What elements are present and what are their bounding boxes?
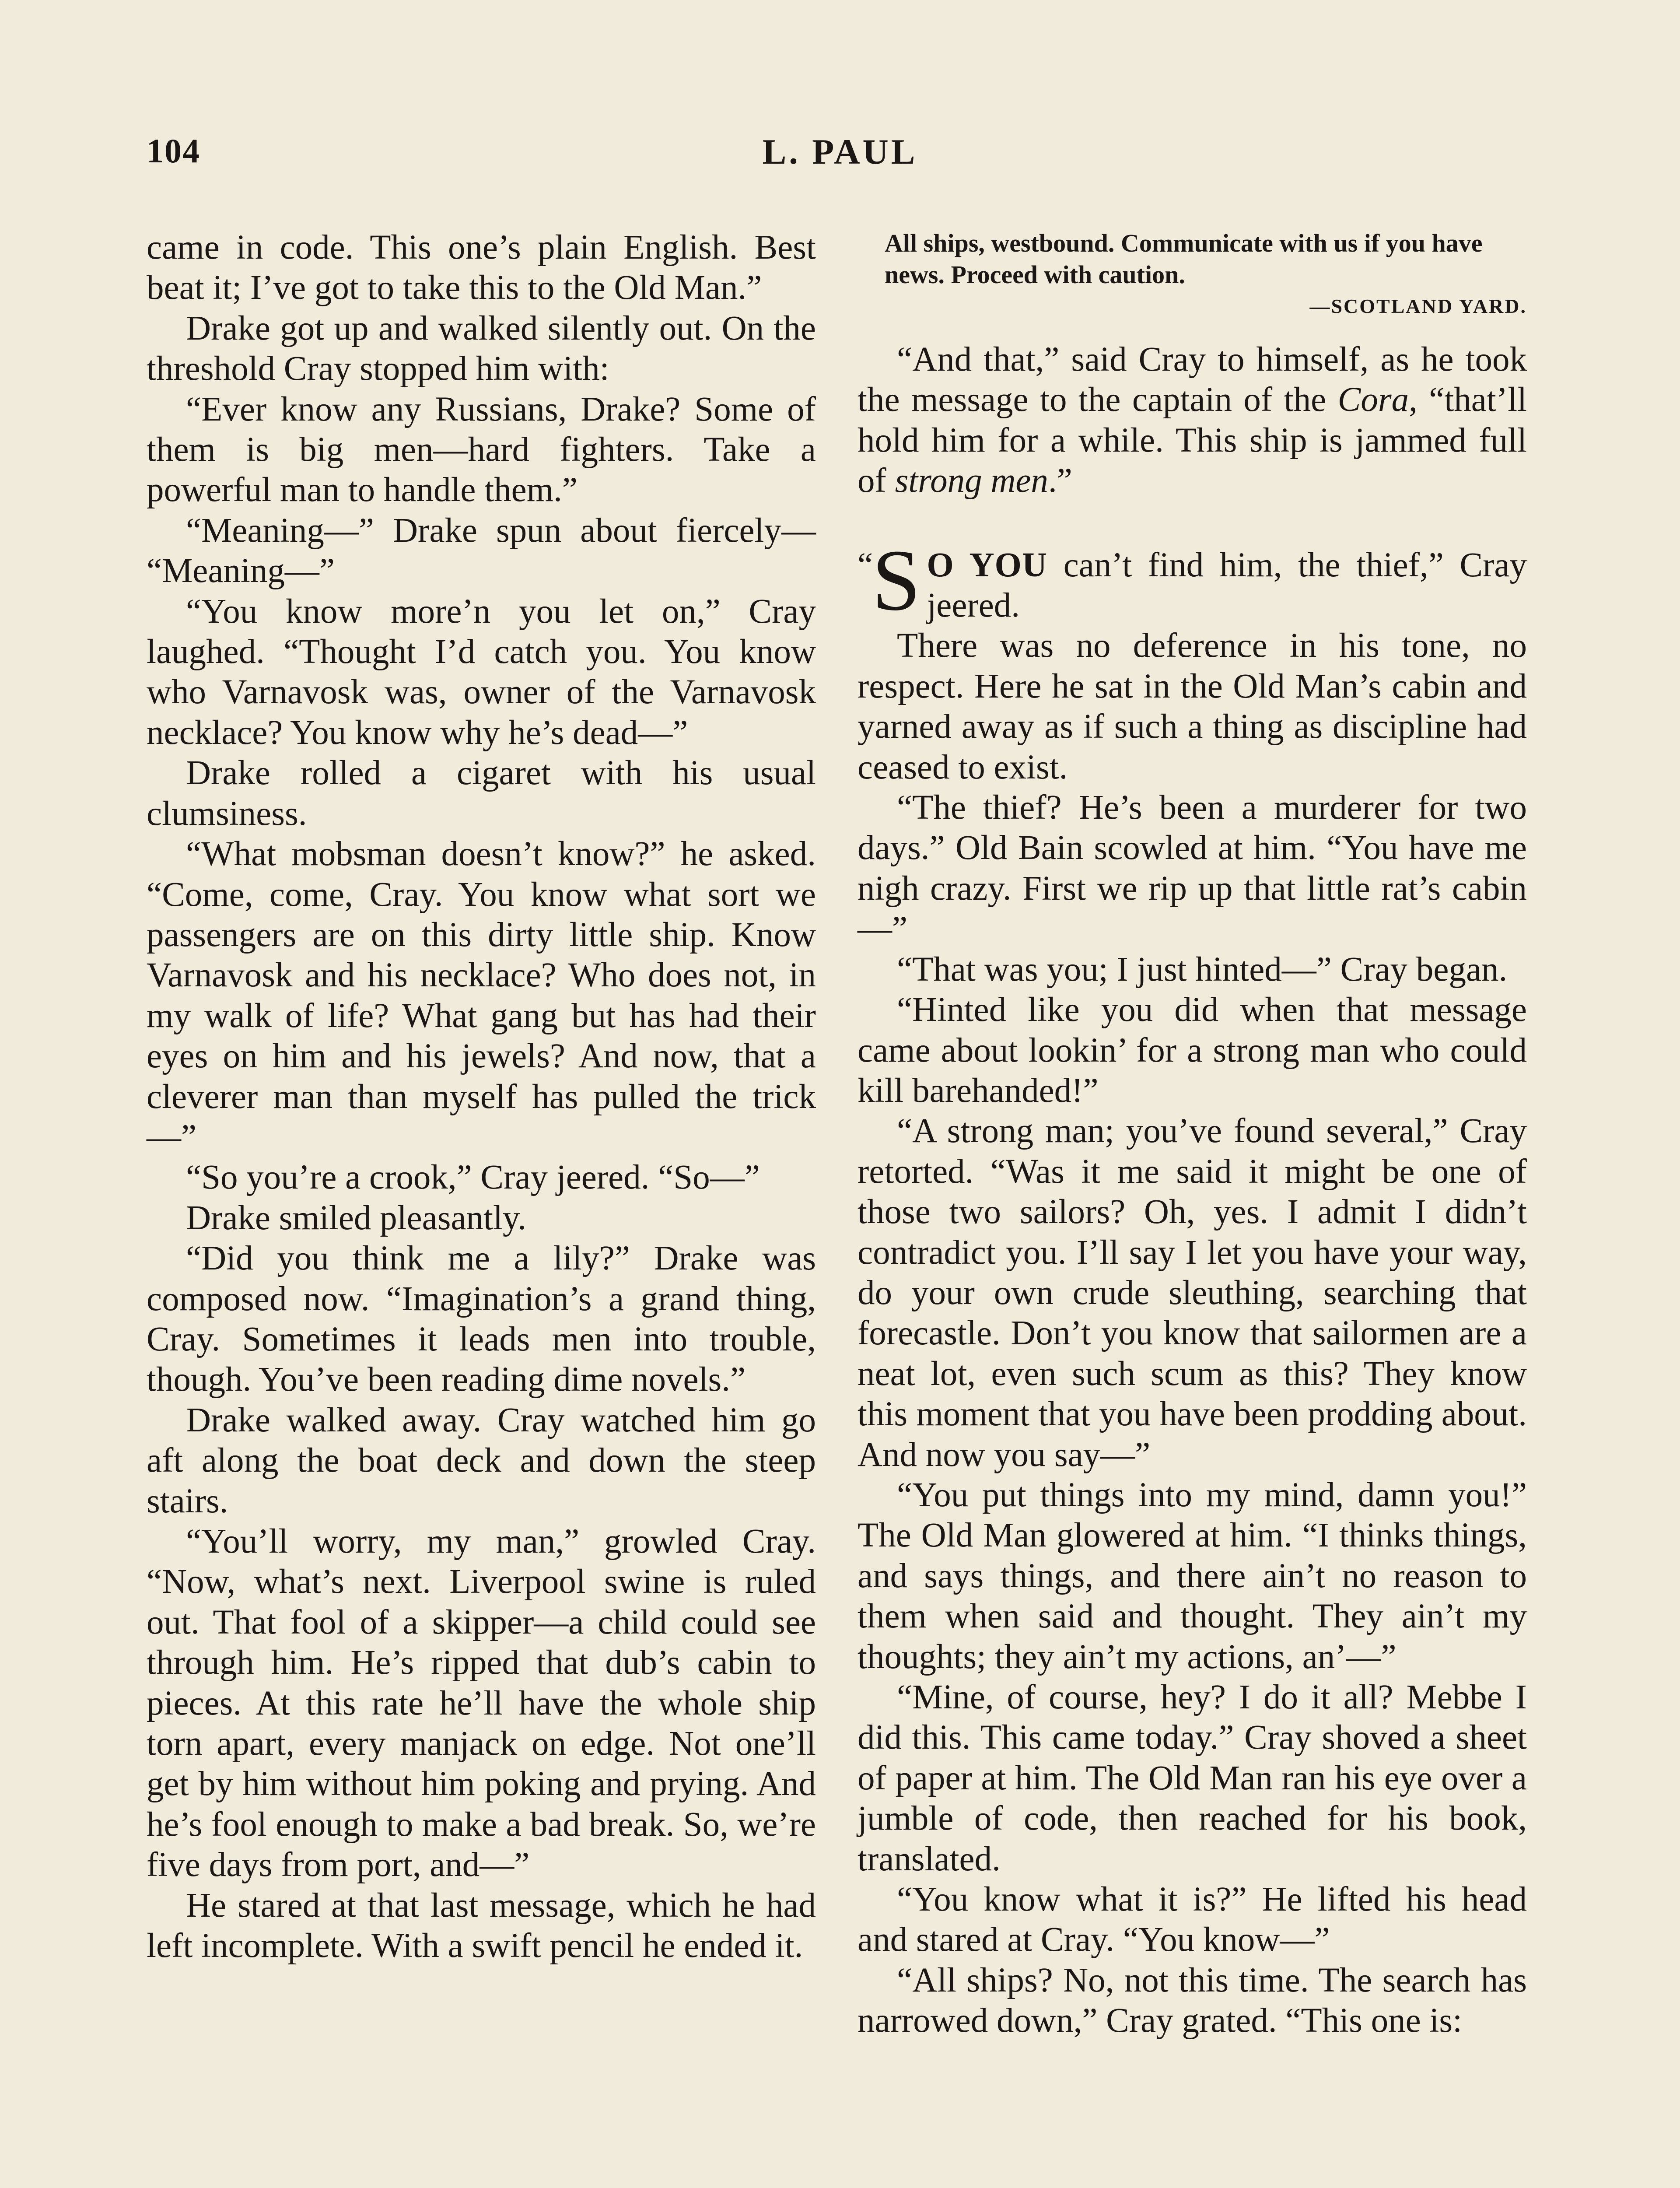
paragraph: There was no deference in his tone, no respect. Here he sat in the Old Man’s cabin and yarned away as if such a thing as discipline had ceased to exist. bbox=[858, 627, 1527, 786]
paragraph: “Did you think me a lily?” Drake was composed now. “Imagination’s a grand thing, Cray. Sometimes it leads men into trouble, though. You’ve been reading dime novels.” bbox=[147, 1239, 816, 1399]
right-column bbox=[858, 228, 1527, 2041]
text-run: “And that,” said Cray to himself, as he took the message to the captain of the bbox=[858, 340, 1527, 419]
paragraph: “That was you; I just hinted—” Cray began. bbox=[897, 950, 1508, 989]
telegram-message bbox=[885, 228, 1527, 322]
paragraph: “You know more’n you let on,” Cray laughed. “Thought I’d catch you. You know who Varnavosk was, owner of the Varnavosk necklace? You know why he’s dead—” bbox=[147, 592, 816, 752]
paragraph: “Ever know any Russians, Drake? Some of them is big men—hard fighters. Take a powerful man to handle them.” bbox=[147, 390, 816, 509]
paragraph: came in code. This one’s plain English. Best beat it; I’ve got to take this to the Old Man.” bbox=[147, 228, 816, 307]
paragraph bbox=[858, 340, 1527, 501]
ship-name: Cora bbox=[1337, 381, 1409, 419]
running-head-author: L. PAUL bbox=[762, 132, 918, 172]
drop-cap-letter: S bbox=[872, 532, 921, 629]
paragraph: “So you’re a crook,” Cray jeered. “So—” bbox=[186, 1158, 760, 1197]
paragraph: “What mobsman doesn’t know?” he asked. “Come, come, Cray. You know what sort we passengers are on this dirty little ship. Know Varnavosk and his necklace? Who does not, in my walk of life? What gang but has had their eyes on him and his jewels? And now, that a cleverer man than myself has pulled the trick—” bbox=[147, 835, 816, 1156]
paragraph: Drake smiled pleasantly. bbox=[186, 1199, 527, 1237]
page-number: 104 bbox=[147, 132, 200, 170]
text-run: can’t find him, the thief,” Cray jeered. bbox=[927, 546, 1527, 625]
paragraph: “You’ll worry, my man,” growled Cray. “Now, what’s next. Liverpool swine is ruled out. That fool of a skipper—a child could see through him. He’s ripped that dub’s cabin to pieces. At this rate he’ll have the whole ship torn apart, every manjack on edge. Not one’ll get by him without him poking and prying. And he’s fool enough to make a bad break. So, we’re five days from port, and—” bbox=[147, 1522, 816, 1884]
telegram-message-body: All ships, westbound. Communicate with us if you have news. Proceed with caution. bbox=[885, 229, 1483, 289]
paragraph: “Meaning—” Drake spun about fiercely— “Meaning—” bbox=[147, 511, 816, 590]
text-run: , “that’ll hold him for a while. This ship is jammed full of bbox=[858, 381, 1527, 500]
paragraph: “All ships? No, not this time. The search has narrowed down,” Cray grated. “This one is: bbox=[858, 1961, 1527, 2040]
paragraph: Drake got up and walked silently out. On the threshold Cray stopped him with: bbox=[147, 309, 816, 388]
paragraph: “Hinted like you did when that message came about lookin’ for a strong man who could kill barehanded!” bbox=[858, 991, 1527, 1110]
paragraph: Drake walked away. Cray watched him go aft along the boat deck and down the steep stairs. bbox=[147, 1401, 816, 1520]
paragraph: “You know what it is?” He lifted his head and stared at Cray. “You know—” bbox=[858, 1880, 1527, 1959]
text-run: .” bbox=[1048, 462, 1072, 500]
paragraph: Drake rolled a cigaret with his usual clumsiness. bbox=[147, 754, 816, 833]
left-column bbox=[147, 228, 816, 1966]
paragraph: “The thief? He’s been a murderer for two days.” Old Bain scowled at him. “You have me nigh crazy. First we rip up that little rat’s cabin—” bbox=[858, 789, 1527, 948]
telegram-signature: —SCOTLAND YARD. bbox=[1309, 295, 1527, 317]
paragraph: “Mine, of course, hey? I do it all? Mebbe I did this. This came today.” Cray shoved a sheet of paper at him. The Old Man ran his eye over a jumble of code, then reached for his book, translated. bbox=[858, 1678, 1527, 1878]
section-lead-words: O YOU bbox=[927, 546, 1048, 584]
emphasis: strong men bbox=[895, 462, 1048, 500]
drop-cap-quote: “ bbox=[858, 546, 873, 584]
paragraph: “You put things into my mind, damn you!” The Old Man glowered at him. “I thinks things, and says things, and there ain’t no reason to them when said and thought. They ain’t my thoughts; they ain’t my actions, an’—” bbox=[858, 1476, 1527, 1676]
page-header bbox=[147, 131, 1533, 179]
section-opening-paragraph bbox=[858, 532, 1527, 629]
paragraph: He stared at that last message, which he had left incomplete. With a swift pencil he ended it. bbox=[147, 1886, 816, 1965]
paragraph: “A strong man; you’ve found several,” Cray retorted. “Was it me said it might be one of those two sailors? Oh, yes. I admit I didn’t contradict you. I’ll say I let you have your way, do your own crude sleuthing, searching that forecastle. Don’t you know that sailormen are a neat lot, even such scum as this? They know this moment that you have been prodding about. And now you say—” bbox=[858, 1112, 1527, 1474]
